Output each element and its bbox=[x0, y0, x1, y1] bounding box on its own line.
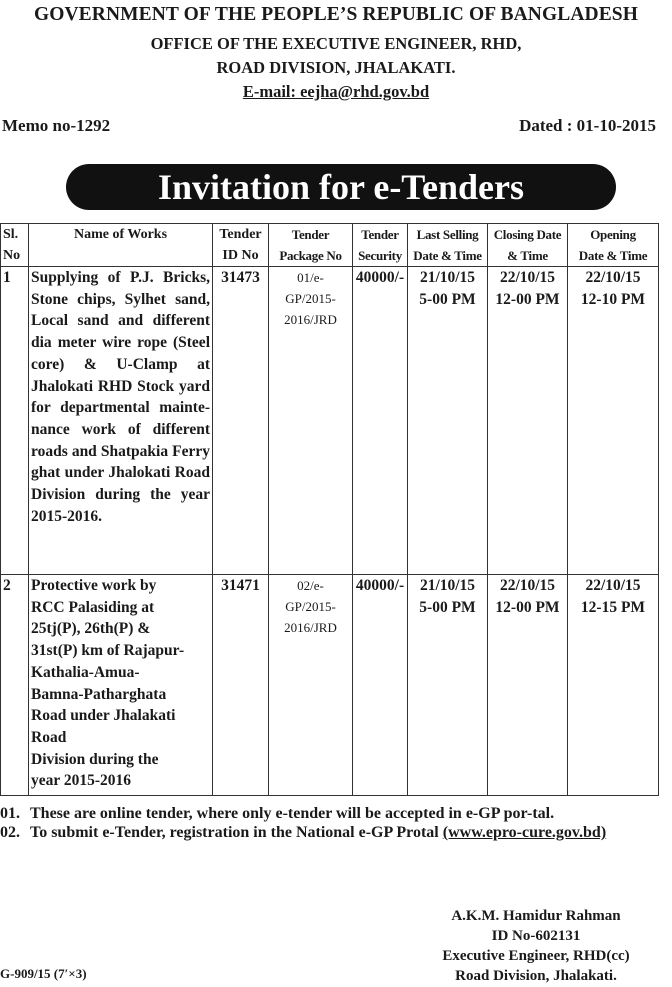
signatory-id: ID No-602131 bbox=[491, 928, 581, 944]
header-closing-line1: Closing Date bbox=[493, 227, 562, 242]
tender-table bbox=[0, 223, 659, 796]
header-package-line1: Tender bbox=[291, 227, 330, 242]
row2-last-selling-date: 21/10/15 bbox=[419, 577, 476, 594]
row2-name-line: 31st(P) km of Rajapur- bbox=[31, 642, 185, 660]
header-last-selling-line2: Date & Time bbox=[413, 248, 482, 263]
row1-sl: 1 bbox=[1, 267, 29, 575]
header-package bbox=[269, 224, 353, 267]
row2-package-line3: 2016/JRD bbox=[284, 620, 337, 635]
page-title: Invitation for e-Tenders bbox=[66, 164, 616, 210]
note-item bbox=[0, 804, 656, 823]
row1-name-of-works: Supplying of P.J. Bricks, Stone chips, Sylhet sand, Local sand and different dia meter wire rope (Steel core) & U-Clamp at Jhalokati RHD Stock yard for departmental mainte-nance work of different roads and Shatpakia Ferry ghat under Jhalokati Road Division during the year 2015-2016. bbox=[29, 267, 213, 575]
note-text-body: To submit e-Tender, registration in the National e-GP Protal bbox=[30, 824, 443, 841]
row2-closing bbox=[488, 575, 568, 796]
table-header-row bbox=[1, 224, 659, 267]
row2-opening bbox=[568, 575, 659, 796]
government-heading: GOVERNMENT OF THE PEOPLE’S REPUBLIC OF BANGLADESH bbox=[33, 4, 639, 25]
row2-package-line1: 02/e- bbox=[297, 578, 324, 593]
note-text bbox=[30, 823, 656, 842]
row1-last-selling-date: 21/10/15 bbox=[419, 269, 476, 286]
header-security bbox=[353, 224, 408, 267]
row2-closing-date: 22/10/15 bbox=[499, 577, 556, 594]
row2-package-line2: GP/2015- bbox=[285, 599, 336, 614]
row2-package bbox=[269, 575, 353, 796]
email-link[interactable]: E-mail: eejha@rhd.gov.bd bbox=[242, 82, 430, 101]
row2-name-line: RCC Palasiding at bbox=[31, 598, 155, 616]
row2-sl: 2 bbox=[1, 575, 29, 796]
header-sl bbox=[1, 224, 29, 267]
row2-name-of-works bbox=[29, 575, 213, 796]
header-sl-line1: Sl. bbox=[3, 227, 19, 242]
row1-package-line1: 01/e- bbox=[297, 270, 324, 285]
row1-closing-date: 22/10/15 bbox=[499, 269, 556, 286]
signatory-name: A.K.M. Hamidur Rahman bbox=[451, 908, 621, 924]
signature-block bbox=[416, 906, 656, 986]
row1-tender-id: 31473 bbox=[213, 267, 269, 575]
note-number: 02. bbox=[0, 824, 20, 841]
row2-last-selling-time: 5-00 PM bbox=[419, 598, 476, 616]
note-number: 01. bbox=[0, 805, 20, 822]
row2-opening-time: 12-15 PM bbox=[580, 598, 646, 616]
signatory-office: Road Division, Jhalakati. bbox=[455, 968, 617, 984]
header-tender-id-line1: Tender bbox=[219, 227, 262, 242]
memo-number: Memo no-1292 bbox=[2, 116, 111, 135]
row2-tender-id: 31471 bbox=[213, 575, 269, 796]
row2-closing-time: 12-00 PM bbox=[495, 598, 560, 616]
row2-name-line: Road under Jhalakati bbox=[31, 707, 176, 725]
row2-opening-date: 22/10/15 bbox=[585, 577, 641, 594]
note-item bbox=[0, 823, 656, 842]
row1-last-selling bbox=[408, 267, 488, 575]
header-last-selling-line1: Last Selling bbox=[416, 227, 479, 242]
row1-package bbox=[269, 267, 353, 575]
row1-opening-time: 12-10 PM bbox=[580, 290, 646, 308]
row1-last-selling-time: 5-00 PM bbox=[419, 290, 476, 308]
note-text: These are online tender, where only e-tender will be accepted in e-GP por-tal. bbox=[30, 805, 555, 822]
row2-name-line: Kathalia-Amua- bbox=[31, 663, 140, 681]
egp-portal-link[interactable]: (www.epro-cure.gov.bd) bbox=[442, 824, 607, 841]
row2-name-line: Bamna-Patharghata bbox=[31, 685, 167, 703]
header-tender-id-line2: ID No bbox=[222, 248, 259, 263]
header-tender-id bbox=[213, 224, 269, 267]
row1-opening bbox=[568, 267, 659, 575]
memo-row bbox=[2, 116, 656, 136]
header-closing bbox=[488, 224, 568, 267]
row2-security: 40000/- bbox=[353, 575, 408, 796]
header-security-line2: Security bbox=[358, 248, 402, 263]
row2-name-line: 25tj(P), 26th(P) & bbox=[31, 620, 151, 638]
office-heading: OFFICE OF THE EXECUTIVE ENGINEER, RHD, bbox=[150, 34, 522, 53]
row1-closing-time: 12-00 PM bbox=[495, 290, 560, 308]
table-row bbox=[1, 575, 659, 796]
row1-package-line3: 2016/JRD bbox=[284, 312, 337, 327]
row2-name-line: Road bbox=[31, 728, 67, 746]
header-opening-line2: Date & Time bbox=[578, 248, 648, 263]
division-heading: ROAD DIVISION, JHALAKATI. bbox=[216, 58, 456, 77]
header-sl-line2: No bbox=[3, 248, 21, 263]
header-opening bbox=[568, 224, 659, 267]
table-row bbox=[1, 267, 659, 575]
row2-name-line: Protective work by bbox=[31, 577, 157, 594]
header-closing-line2: & Time bbox=[507, 248, 548, 263]
header-name-of-works: Name of Works bbox=[29, 224, 213, 267]
notes-section bbox=[0, 804, 656, 842]
header-package-line2: Package No bbox=[279, 248, 342, 263]
row1-security: 40000/- bbox=[353, 267, 408, 575]
header-last-selling bbox=[408, 224, 488, 267]
email-line bbox=[0, 82, 672, 102]
row2-name-line: year 2015-2016 bbox=[31, 772, 132, 790]
row1-package-line2: GP/2015- bbox=[285, 291, 336, 306]
header-security-line1: Tender bbox=[361, 227, 399, 242]
memo-date: Dated : 01-10-2015 bbox=[519, 116, 656, 135]
row1-closing bbox=[488, 267, 568, 575]
row2-name-line: Division during the bbox=[31, 750, 159, 768]
header-opening-line1: Opening bbox=[590, 227, 636, 242]
footer-code: G-909/15 (7′×3) bbox=[0, 966, 87, 981]
row1-opening-date: 22/10/15 bbox=[585, 269, 641, 286]
signatory-designation: Executive Engineer, RHD(cc) bbox=[442, 948, 630, 964]
row2-last-selling bbox=[408, 575, 488, 796]
